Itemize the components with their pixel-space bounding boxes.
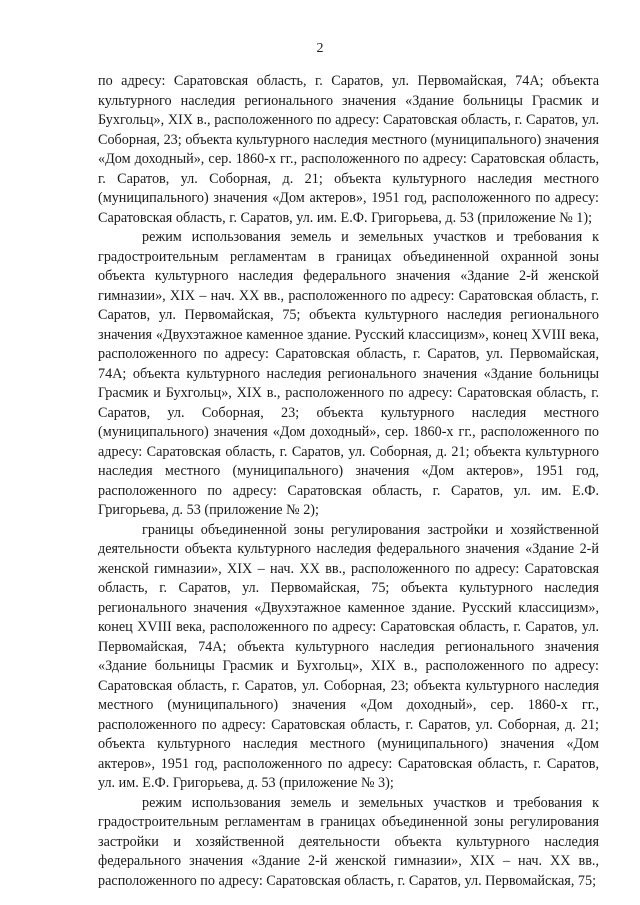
paragraph-regulation-zone-boundaries: границы объединенной зоны регулирования застройки и хозяйственной деятельности объекта культурного наследия федерального значения «Здание 2-й женской гимназии», XIX – нач. XX вв., расположенного по адресу: Саратовская область, г. Саратов, ул. Первомайская, 75; объекта культурного наследия регионального значения «Двухэтажное каменное здание. Русский классицизм», конец XVIII века, расположенного по адресу: Саратовская область, г. Саратов, ул. Первомайская, 74А; объекта культурного наследия регионального значения «Здание больницы Грасмик и Бухгольц», XIX в., расположенного по адресу: Саратовская область, г. Саратов, ул. Соборная, 23; объекта культурного наследия местного (муниципального) значения «Дом доходный», сер. 1860-х гг., расположенного по адресу: Саратовская область, г. Саратов, ул. Соборная, д. 21; объекта культурного наследия местного (муниципального) значения «Дом актеров», 1951 год, расположенного по адресу: Саратовская область, г. Саратов, ул. им. Е.Ф. Григорьева, д. 53 (приложение № 3); [98,521,599,791]
paragraph-protection-zone-regime: режим использования земель и земельных участков и требования к градостроительным регламентам в границах объединенной охранной зоны объекта культурного наследия федерального значения «Здание 2-й женской гимназии», XIX – нач. XX вв., расположенного по адресу: Саратовская область, г. Саратов, ул. Первомайская, 75; объекта культурного наследия регионального значения «Двухэтажное каменное здание. Русский классицизм», конец XVIII века, расположенного по адресу: Саратовская область, г. Саратов, ул. Первомайская, 74А; объекта культурного наследия регионального значения «Здание больницы Грасмик и Бухгольц», XIX в., расположенного по адресу: Саратовская область, г. Саратов, ул. Соборная, 23; объекта культурного наследия местного (муниципального) значения «Дом доходный», сер. 1860-х гг., расположенного по адресу: Саратовская область, г. Саратов, ул. Соборная, д. 21; объекта культурного наследия местного (муниципального) значения «Дом актеров», 1951 год, расположенного по адресу: Саратовская область, г. Саратов, ул. им. Е.Ф. Григорьева, д. 53 (приложение № 2); [98,229,599,518]
page-number: 2 [316,41,324,56]
paragraph-regulation-zone-regime: режим использования земель и земельных участков и требования к градостроительным регламентам в границах объединенной зоны регулирования застройки и хозяйственной деятельности объекта культурного наследия федерального значения «Здание 2-й женской гимназии», XIX – нач. XX вв., расположенного по адресу: Саратовская область, г. Саратов, ул. Первомайская, 75; [98,794,599,889]
paragraph-continuation: по адресу: Саратовская область, г. Саратов, ул. Первомайская, 74А; объекта культурного наследия регионального значения «Здание больницы Грасмик и Бухгольц», XIX в., расположенного по адресу: Саратовская область, г. Саратов, ул. Соборная, 23; объекта культурного наследия местного (муниципального) значения «Дом доходный», сер. 1860-х гг., расположенного по адресу: Саратовская область, г. Саратов, ул. Соборная, д. 21; объекта культурного наследия местного (муниципального) значения «Дом актеров», 1951 год, расположенного по адресу: Саратовская область, г. Саратов, ул. им. Е.Ф. Григорьева, д. 53 (приложение № 1); [98,73,599,226]
document-body [98,72,599,891]
